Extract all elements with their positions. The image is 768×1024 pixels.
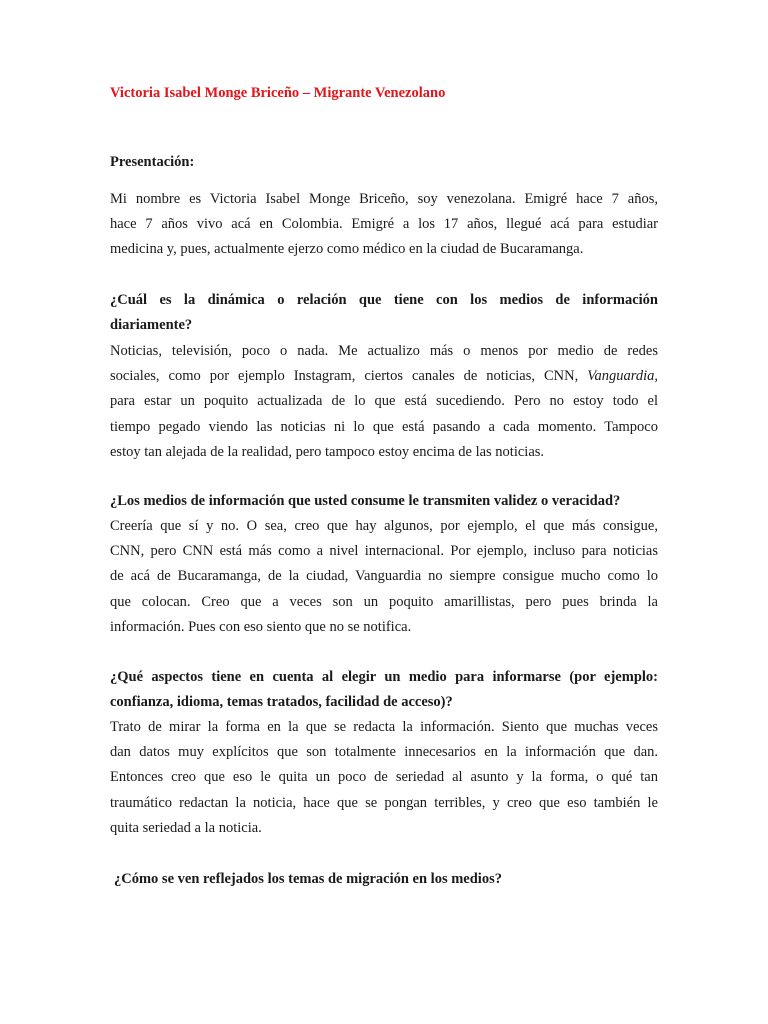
question-4 xyxy=(114,867,662,892)
question-line: confianza, idioma, temas tratados, facilidad de acceso)? xyxy=(110,694,453,711)
paragraph-line: medicina y, pues, actualmente ejerzo como médico en la ciudad de Bucaramanga. xyxy=(110,241,584,258)
italic-source-name: Vanguardia xyxy=(587,368,655,385)
document-title: Victoria Isabel Monge Briceño – Migrante Venezolano xyxy=(110,85,446,101)
question-line: diariamente? xyxy=(110,317,193,334)
paragraph-line: Mi nombre es Victoria Isabel Monge Briceño, soy venezolana. Emigré hace 7 años, xyxy=(110,191,658,207)
question-3 xyxy=(110,665,658,715)
paragraph-line: quita seriedad a la noticia. xyxy=(110,819,262,836)
paragraph-text: sociales, como por ejemplo Instagram, ciertos canales de noticias, CNN, xyxy=(110,368,588,385)
answer-3 xyxy=(110,715,658,841)
presentation-heading xyxy=(110,150,658,175)
paragraph-line: Entonces creo que eso le quita un poco de seriedad al asunto y la forma, o qué tan xyxy=(110,769,658,786)
comma: , xyxy=(654,368,658,385)
paragraph-line: dan datos muy explícitos que son totalmente innecesarios en la información que dan. xyxy=(110,744,658,761)
paragraph-line: traumático redactan la noticia, hace que se pongan terribles, y creo que eso también le xyxy=(110,794,658,811)
question-line: ¿Cómo se ven reflejados los temas de migración en los medios? xyxy=(114,871,502,887)
question-2 xyxy=(110,489,658,514)
paragraph-line: información. Pues con eso siento que no se notifica. xyxy=(110,618,412,635)
question-line: ¿Los medios de información que usted consume le transmiten validez o veracidad? xyxy=(110,493,621,509)
presentation-paragraph xyxy=(110,187,658,263)
paragraph-line: Trato de mirar la forma en la que se redacta la información. Siento que muchas veces xyxy=(110,719,658,735)
paragraph-line: de acá de Bucaramanga, de la ciudad, Vanguardia no siempre consigue mucho como lo xyxy=(110,568,658,585)
paragraph-line: que colocan. Creo que a veces son un poquito amarillistas, pero pues brinda la xyxy=(110,593,658,610)
heading-line: Presentación: xyxy=(110,154,195,170)
question-line: ¿Qué aspectos tiene en cuenta al elegir un medio para informarse (por ejemplo: xyxy=(110,669,658,685)
paragraph-line: tiempo pegado viendo las noticias ni lo que está pasando a cada momento. Tampoco xyxy=(110,418,658,435)
answer-1 xyxy=(110,339,658,465)
question-1 xyxy=(110,288,658,338)
paragraph-line-with-italic xyxy=(110,364,658,389)
paragraph-line: Creería que sí y no. O sea, creo que hay algunos, por ejemplo, el que más consigue, xyxy=(110,518,658,534)
paragraph-line: CNN, pero CNN está más como a nivel internacional. Por ejemplo, incluso para noticias xyxy=(110,543,658,560)
paragraph-line: para estar un poquito actualizada de lo que está sucediendo. Pero no estoy todo el xyxy=(110,393,658,410)
paragraph-line: Noticias, televisión, poco o nada. Me actualizo más o menos por medio de redes xyxy=(110,343,658,359)
answer-2 xyxy=(110,514,658,640)
question-line: ¿Cuál es la dinámica o relación que tiene con los medios de información xyxy=(110,292,658,308)
paragraph-line: estoy tan alejada de la realidad, pero tampoco estoy encima de las noticias. xyxy=(110,443,545,460)
paragraph-line: hace 7 años vivo acá en Colombia. Emigré a los 17 años, llegué acá para estudiar xyxy=(110,216,658,233)
